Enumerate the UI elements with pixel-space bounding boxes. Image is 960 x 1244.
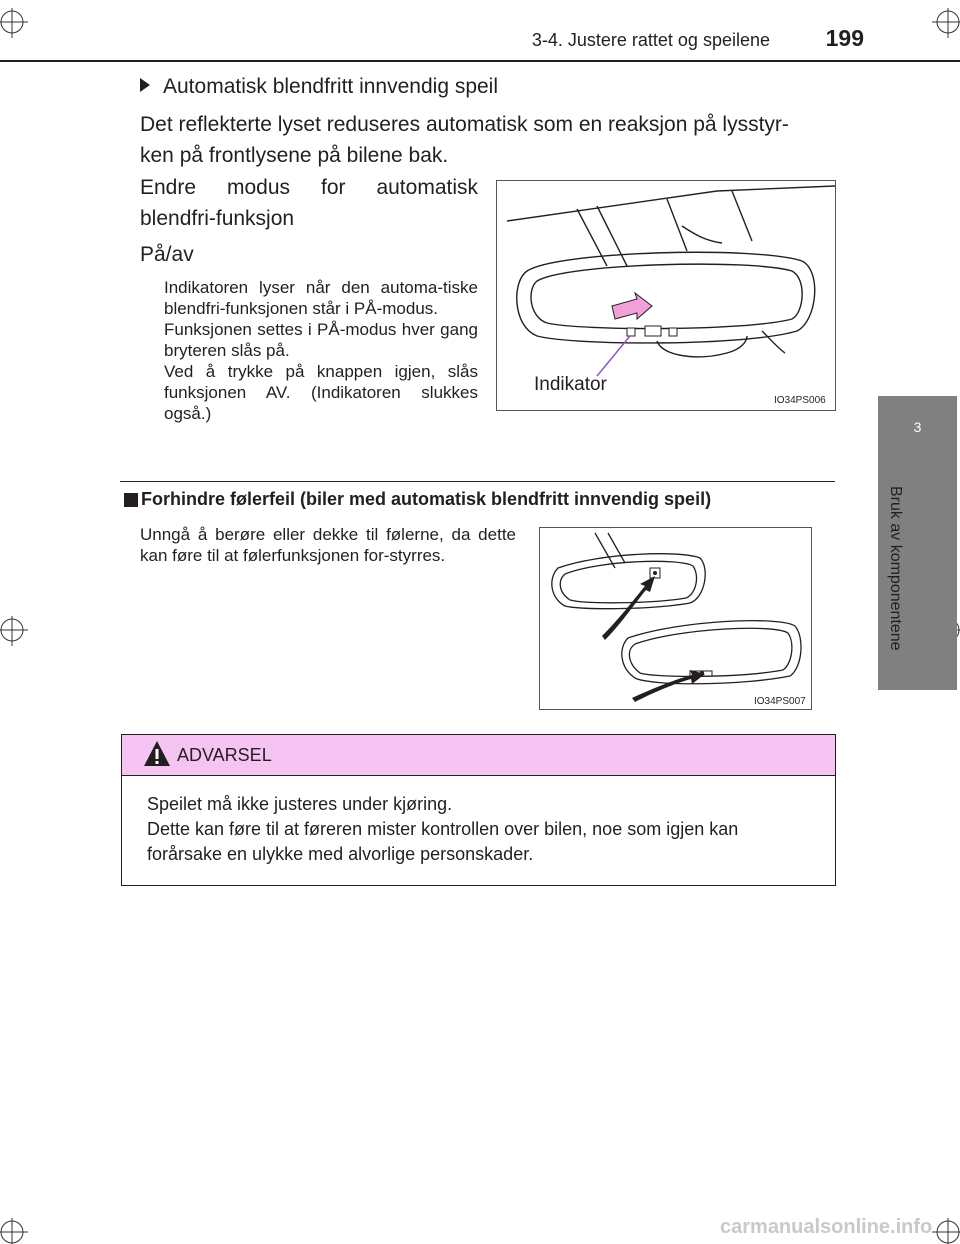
mirror-figure-2 (539, 527, 812, 710)
mode-text-2: blendfri-funksjon (140, 207, 295, 230)
intro-text: Det reflekterte lyset reduseres automatisk som en reaksjon på lysstyr- (140, 113, 789, 136)
chapter-number-tab: 3 (878, 396, 957, 475)
square-bullet-icon (124, 493, 138, 507)
sensor-heading: Forhindre følerfeil (biler med automatisk blendfritt innvendig speil) (141, 489, 712, 509)
mirror-figure-1 (496, 180, 836, 411)
sensor-text: Unngå å berøre eller dekke til følerne, da dette kan føre til at følerfunksjonen for-styrres. (140, 525, 516, 565)
warning-line-2: Dette kan føre til at føreren mister kontrollen over bilen, noe som igjen kan (147, 819, 739, 839)
indicator-description (164, 277, 478, 424)
desc-3: Ved å trykke på knappen igjen, slås funksjonen AV. (Indikatoren slukkes også.) (164, 362, 478, 423)
warning-body (147, 792, 738, 867)
onoff-label: På/av (140, 243, 194, 266)
figure2-code: IO34PS007 (754, 696, 806, 707)
mirror-illustration-2 (540, 528, 811, 709)
desc-2: Funksjonen settes i PÅ-modus hver gang bryteren slås på. (164, 320, 478, 360)
warning-title: ADVARSEL (177, 745, 272, 765)
figure1-code: IO34PS006 (774, 395, 826, 406)
section-divider (120, 481, 835, 482)
section-title: 3-4. Justere rattet og speilene (531, 30, 770, 50)
triangle-bullet-icon (138, 76, 152, 99)
warning-line-3: forårsake en ulykke med alvorlige personskader. (147, 844, 534, 864)
intro-text-cont: ken på frontlysene på bilene bak. (140, 144, 449, 167)
indicator-label: Indikator (534, 374, 607, 395)
warning-box (121, 734, 836, 886)
warning-header (122, 735, 835, 776)
mode-text-1: Endre modus for automatisk (140, 176, 478, 199)
auto-mirror-heading: Automatisk blendfritt innvendig speil (163, 75, 499, 98)
page-number: 199 (825, 25, 864, 51)
warning-triangle-icon (142, 739, 172, 774)
watermark: carmanualsonline.info (720, 1216, 933, 1238)
warning-line-1: Speilet må ikke justeres under kjøring. (147, 794, 453, 814)
chapter-title: Bruk av komponentene (887, 486, 904, 651)
desc-1: Indikatoren lyser når den automa-tiske blendfri-funksjonen står i PÅ-modus. (164, 278, 478, 318)
